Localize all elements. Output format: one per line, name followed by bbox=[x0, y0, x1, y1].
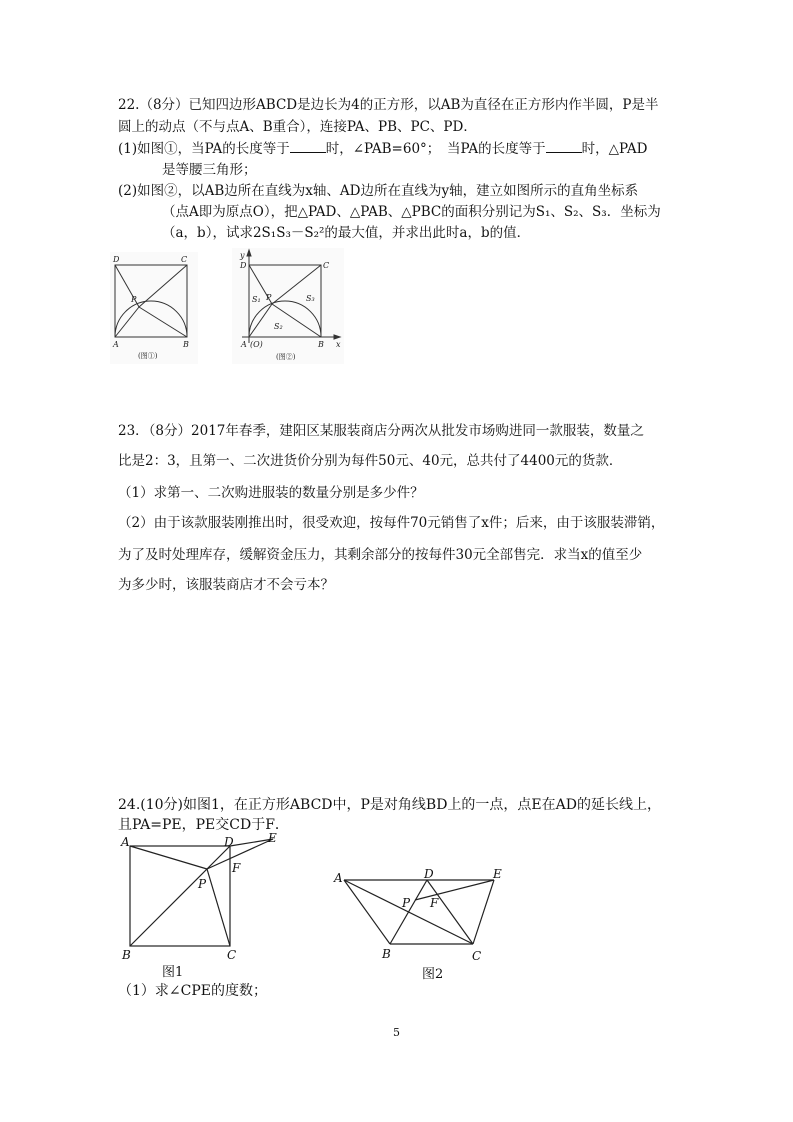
segment-pb bbox=[139, 307, 187, 337]
label-p: P bbox=[131, 295, 137, 304]
q23-line-1: 23．（8分）2017年春季，建阳区某服装商店分两次从批发市场购进同一款服装，数量之 bbox=[118, 423, 644, 439]
q22-figure-1 bbox=[110, 252, 198, 364]
q22-line-1: 22.（8分）已知四边形ABCD是边长为4的正方形，以AB为直径在正方形内作半圆，P是半 bbox=[118, 97, 659, 113]
q23-line-6: 为多少时，该服装商店才不会亏本？ bbox=[118, 577, 334, 593]
q23-line-4: （2）由于该款服装刚推出时，很受欢迎，按每件70元销售了x件；后来，由于该服装滞销， bbox=[118, 515, 665, 531]
q22-line-3 bbox=[118, 140, 647, 159]
semicircle bbox=[249, 301, 321, 337]
q22-line-7: （a，b），试求2S₁S₃－S₂²的最大值，并求出此时a，b的值． bbox=[162, 225, 531, 241]
q24-line-2: 且PA=PE，PE交CD于F． bbox=[118, 817, 289, 833]
label-p: P bbox=[402, 896, 411, 910]
q23-line-2: 比是2：3，且第一、二次进货价分别为每件50元、40元，总共付了4400元的货款． bbox=[118, 453, 623, 469]
label-p: P bbox=[198, 877, 207, 891]
label-a: A bbox=[121, 835, 130, 849]
label-a: A bbox=[113, 340, 119, 349]
q22-line-2: 圆上的动点（不与点A、B重合），连接PA、PB、PC、PD． bbox=[118, 119, 477, 135]
q22-part1-text-b: 时，∠PAB=60°； 当PA的长度等于 bbox=[325, 141, 546, 157]
label-f: F bbox=[232, 861, 241, 875]
label-d: D bbox=[240, 261, 247, 270]
q24-figure-1 bbox=[116, 832, 288, 982]
label-a: A bbox=[334, 871, 343, 885]
q22-line-4: 是等腰三角形； bbox=[162, 162, 257, 178]
label-s1: S₁ bbox=[252, 295, 261, 304]
q22-figure-2 bbox=[232, 248, 344, 364]
q23-line-3: （1）求第一、二次购进服装的数量分别是多少件？ bbox=[118, 485, 424, 501]
label-d: D bbox=[113, 255, 120, 264]
segment-dc bbox=[427, 880, 473, 944]
segment-pa bbox=[130, 846, 207, 869]
label-e: E bbox=[268, 832, 277, 845]
label-f: F bbox=[430, 896, 439, 910]
segment-pb bbox=[272, 304, 321, 337]
label-o: (O) bbox=[250, 340, 263, 349]
q22-part1-text-c: 时，△PAD bbox=[581, 141, 648, 157]
figure-1-caption: (图①) bbox=[138, 352, 158, 360]
label-y: y bbox=[240, 251, 245, 260]
label-b: B bbox=[318, 340, 324, 349]
q24-figure-2 bbox=[330, 862, 510, 986]
segment-pc bbox=[207, 869, 230, 946]
q22-line-6: （点A即为原点O），把△PAD、△PAB、△PBC的面积分别记为S₁、S₂、S₃．坐标为 bbox=[162, 204, 661, 220]
page-number: 5 bbox=[393, 1026, 400, 1039]
q22-part1-text-a: (1)如图①，当PA的长度等于 bbox=[118, 141, 290, 157]
figure-2-caption: (图②) bbox=[276, 353, 296, 361]
segment-pe bbox=[415, 880, 494, 900]
label-a: A bbox=[241, 340, 247, 349]
label-d: D bbox=[424, 867, 434, 881]
label-c: C bbox=[472, 949, 482, 963]
label-c: C bbox=[227, 948, 237, 962]
answer-blank-1[interactable] bbox=[290, 140, 326, 153]
label-c: C bbox=[323, 261, 330, 270]
segment-ce bbox=[473, 880, 494, 944]
label-d: D bbox=[224, 835, 234, 849]
label-c: C bbox=[181, 255, 188, 264]
label-b: B bbox=[382, 947, 391, 961]
label-b: B bbox=[122, 948, 131, 962]
label-x: x bbox=[336, 340, 341, 349]
answer-blank-2[interactable] bbox=[546, 140, 582, 153]
q22-line-5: (2)如图②，以AB边所在直线为x轴、AD边所在直线为y轴，建立如图所示的直角坐标系 bbox=[118, 183, 639, 199]
semicircle bbox=[115, 301, 187, 337]
figure-1-caption: 图1 bbox=[162, 965, 184, 980]
label-b: B bbox=[183, 340, 189, 349]
q23-line-5: 为了及时处理库存，缓解资金压力，其剩余部分的按每件30元全部售完．求当x的值至少 bbox=[118, 547, 643, 563]
segment-pc bbox=[139, 265, 187, 307]
label-s3: S₃ bbox=[306, 294, 315, 303]
x-axis-arrow bbox=[334, 335, 340, 339]
segment-ab bbox=[344, 880, 390, 944]
label-p: P bbox=[266, 293, 272, 302]
q24-line-1: 24.(10分)如图1，在正方形ABCD中，P是对角线BD上的一点，点E在AD的延长线上， bbox=[118, 797, 661, 813]
label-s2: S₂ bbox=[274, 322, 283, 331]
q24-sub-1: （1）求∠CPE的度数； bbox=[118, 983, 267, 999]
label-e: E bbox=[493, 867, 502, 881]
figure-2-caption: 图2 bbox=[422, 967, 444, 982]
y-axis-arrow bbox=[247, 250, 251, 256]
